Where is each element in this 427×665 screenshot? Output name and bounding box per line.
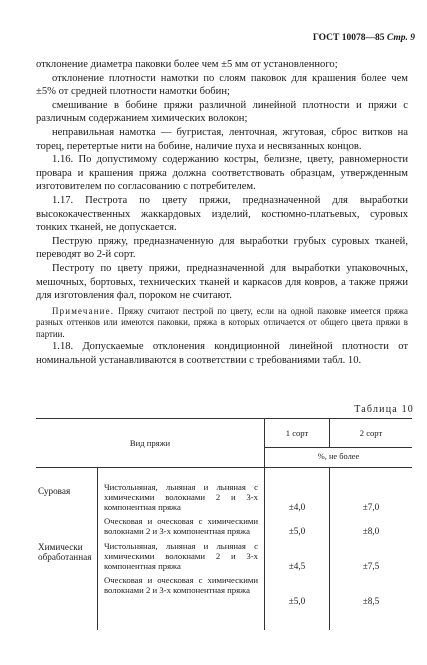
column-header-grade-1: 1 сорт xyxy=(265,419,330,448)
grade2-value: ±7,5 xyxy=(362,560,380,571)
page-number: Стр. 9 xyxy=(386,33,415,43)
column-header-yarn-type: Вид пряжи xyxy=(36,419,265,468)
paragraph: 1.18. Допускаемые отклонения кондиционной линейной плотности от номинальной устанавливаются в соответствии с требованиями табл. 10. xyxy=(36,341,408,366)
paragraph: отклонение плотности намотки по слоям паковок для крашения более чем ±5% от средней плотности намотки бобин; xyxy=(36,72,408,98)
row-description: Чистольняная, льняная и льняная с химическими волокнами 2 и 3-х компонентная пряжа xyxy=(98,541,265,576)
note-text: Пряжу считают пестрой по цвету, если на одной паковке имеется пряжа разных оттенков или имеются паковки, пряжа в которых отличается от общего цвета пряжи в партии. xyxy=(36,305,408,339)
column-header-grade-2: 2 сорт xyxy=(330,419,413,448)
paragraph: 1.16. По допустимому содержанию костры, белизне, цвету, равномерности провара и крашения пряжа должна соответствовать образцам, утвержденным изготовителем по согласованию с потребителем. xyxy=(36,154,408,193)
paragraph: смешивание в бобине пряжи различной линейной плотности и пряжи с различным содержанием химических волокон; xyxy=(36,99,408,125)
table-row xyxy=(36,467,412,516)
table-row xyxy=(36,575,412,630)
paragraph: Пеструю пряжу, предназначенную для выработки грубых суровых тканей, переводят во 2-й сорт. xyxy=(36,235,408,261)
paragraph: Пестроту по цвету пряжи, предназначенной для выработки упаковочных, мешочных, бортовых, технических тканей и каркасов для ковров, а также пряжи для изготовления фал, пороком не считают. xyxy=(36,262,408,302)
table-caption: Таблица 10 xyxy=(354,404,414,415)
grade1-value: ±4,0 xyxy=(265,467,330,516)
page-header xyxy=(313,33,415,43)
row-group-label: Химически обработанная xyxy=(36,541,98,576)
grade1-value: ±5,0 xyxy=(265,516,330,540)
table-header-row xyxy=(36,419,412,448)
row-description: Чистольняная, льняная и льняная с химическими волокнами 2 и 3-х компонентная пряжа xyxy=(98,467,265,516)
text-body xyxy=(36,58,408,367)
grade1-value: ±5,0 xyxy=(265,575,330,630)
row-group-label: Суровая xyxy=(36,467,98,516)
paragraph: 1.17. Пестрота по цвету пряжи, предназначенной для выработки высококачественных жаккардовых изделий, костюмно-платьевых, суровых тонких тканей, не допускается. xyxy=(36,194,408,234)
note-label: Примечание. xyxy=(52,305,115,316)
row-description: Оческовая и оческовая с химическими волокнами 2 и 3-х компонентная пряжа xyxy=(98,575,265,630)
row-description: Оческовая и оческовая с химическими волокнами 2 и 3-х компонентная пряжа xyxy=(98,516,265,540)
grade2-value: ±8,0 xyxy=(362,526,380,537)
yarn-deviation-table xyxy=(36,418,412,630)
table-row xyxy=(36,541,412,576)
note xyxy=(36,306,408,341)
table-row xyxy=(36,516,412,540)
standard-number: ГОСТ 10078—85 xyxy=(312,33,385,43)
grade2-value: ±7,0 xyxy=(362,501,380,512)
paragraph: неправильная намотка — бугристая, ленточная, жгутовая, сброс витков на торец, перетертые нити на бобине, наличие пуха и несвязанных концов. xyxy=(36,126,408,152)
paragraph: отклонение диаметра паковки более чем ±5 мм от установленного; xyxy=(36,59,338,70)
grade2-value: ±8,5 xyxy=(362,595,380,606)
column-subheader: %, не более xyxy=(265,448,413,468)
grade1-value: ±4,5 xyxy=(265,541,330,576)
